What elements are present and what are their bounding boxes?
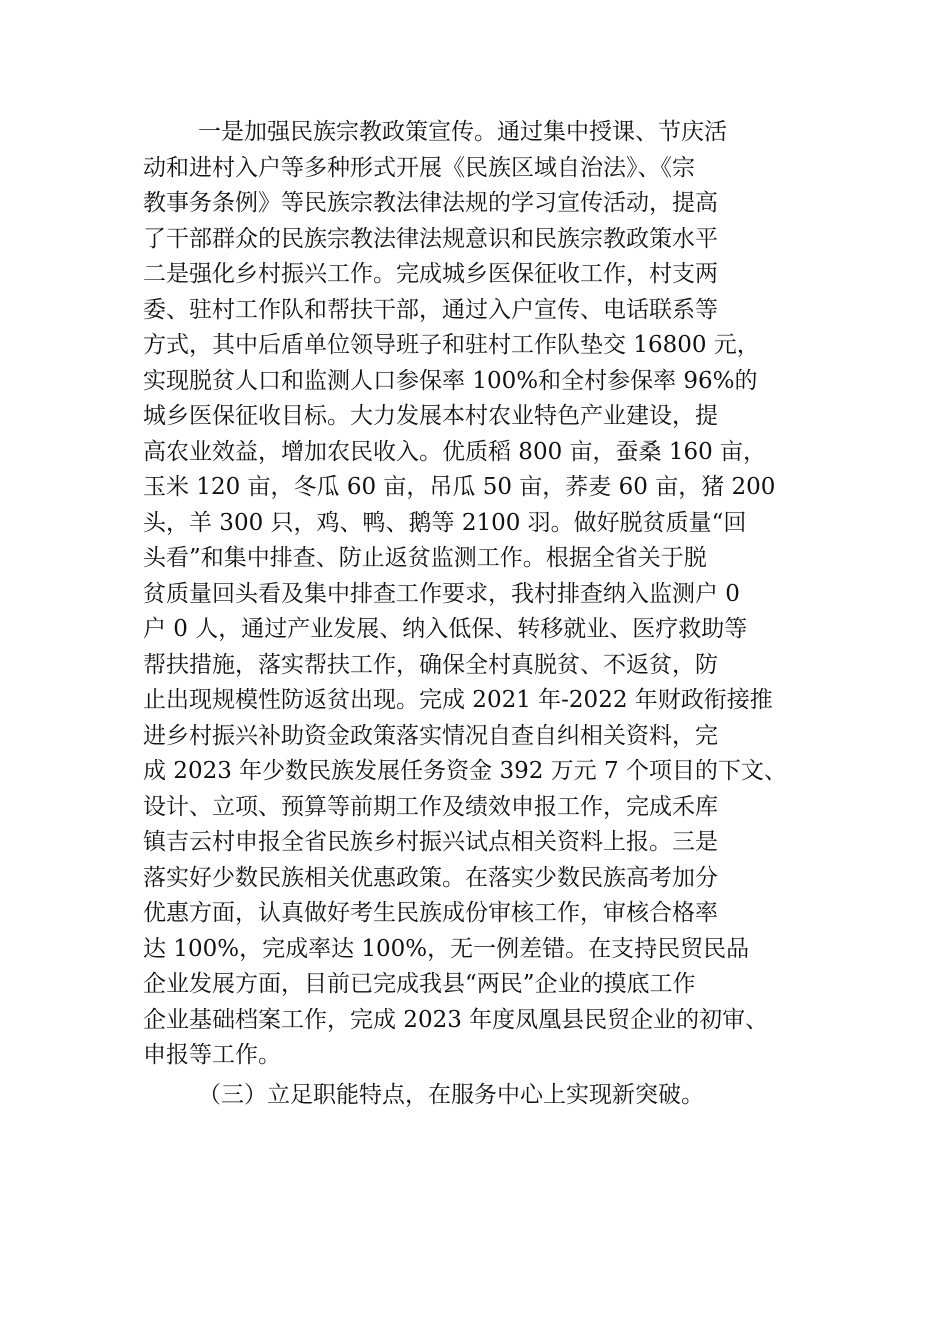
paragraph-line: 方式，其中后盾单位领导班子和驻村工作队垫交 16800 元， — [143, 332, 760, 358]
paragraph-line: 贫质量回头看及集中排查工作要求，我村排查纳入监测户 0 — [143, 580, 740, 607]
paragraph-line: 企业基础档案工作，完成 2023 年度凤凰县民贸企业的初审、 — [143, 1006, 769, 1033]
paragraph-line: 镇吉云村申报全省民族乡村振兴试点相关资料上报。三是 — [143, 829, 718, 855]
paragraph-line: 动和进村入户等多种形式开展《民族区域自治法》、《宗 — [143, 154, 695, 181]
paragraph-line: 委、驻村工作队和帮扶干部，通过入户宣传、电话联系等 — [143, 296, 718, 323]
paragraph-line: 止出现规模性防返贫出现。完成 2021 年-2022 年财政衔接推 — [143, 687, 773, 713]
paragraph-line: 设计、立项、预算等前期工作及绩效申报工作，完成禾库 — [143, 793, 718, 820]
paragraph-line: 一是加强民族宗教政策宣传。通过集中授课、节庆活 — [198, 119, 727, 145]
paragraph-line: 帮扶措施，落实帮扶工作，确保全村真脱贫、不返贫，防 — [143, 651, 718, 678]
paragraph-line: 高农业效益，增加农民收入。优质稻 800 亩，蚕桑 160 亩， — [143, 438, 767, 465]
paragraph-line: 教事务条例》等民族宗教法律法规的学习宣传活动，提高 — [143, 190, 718, 216]
paragraph-line: 二是强化乡村振兴工作。完成城乡医保征收工作，村支两 — [143, 261, 718, 287]
paragraph-line: 实现脱贫人口和监测人口参保率 100%和全村参保率 96%的 — [143, 367, 758, 394]
paragraph-line: 头看”和集中排查、防止返贫监测工作。根据全省关于脱 — [143, 545, 707, 571]
paragraph-line: 户 0 人，通过产业发展、纳入低保、转移就业、医疗救助等 — [143, 616, 748, 642]
paragraph-line: 进乡村振兴补助资金政策落实情况自查自纠相关资料，完 — [143, 722, 718, 749]
section-heading: （三）立足职能特点，在服务中心上实现新突破。 — [198, 1081, 704, 1108]
paragraph-line: 达 100%，完成率达 100%，无一例差错。在支持民贸民品 — [143, 935, 750, 962]
paragraph-line: 了干部群众的民族宗教法律法规意识和民族宗教政策水平 — [143, 225, 718, 252]
paragraph-line: 城乡医保征收目标。大力发展本村农业特色产业建设，提 — [143, 403, 718, 429]
paragraph-line: 玉米 120 亩，冬瓜 60 亩，吊瓜 50 亩，荞麦 60 亩，猪 200 — [143, 474, 776, 500]
paragraph-line: 申报等工作。 — [143, 1042, 281, 1068]
paragraph-line: 优惠方面，认真做好考生民族成份审核工作，审核合格率 — [143, 900, 718, 926]
body-text — [143, 115, 823, 1113]
paragraph-line: 成 2023 年少数民族发展任务资金 392 万元 7 个项目的下文、 — [143, 758, 787, 784]
paragraph-line: 企业发展方面，目前已完成我县“两民”企业的摸底工作 — [143, 971, 696, 997]
paragraph-line: 落实好少数民族相关优惠政策。在落实少数民族高考加分 — [143, 864, 718, 891]
paragraph-line: 头，羊 300 只，鸡、鸭、鹅等 2100 羽。做好脱贫质量“回 — [143, 509, 747, 536]
